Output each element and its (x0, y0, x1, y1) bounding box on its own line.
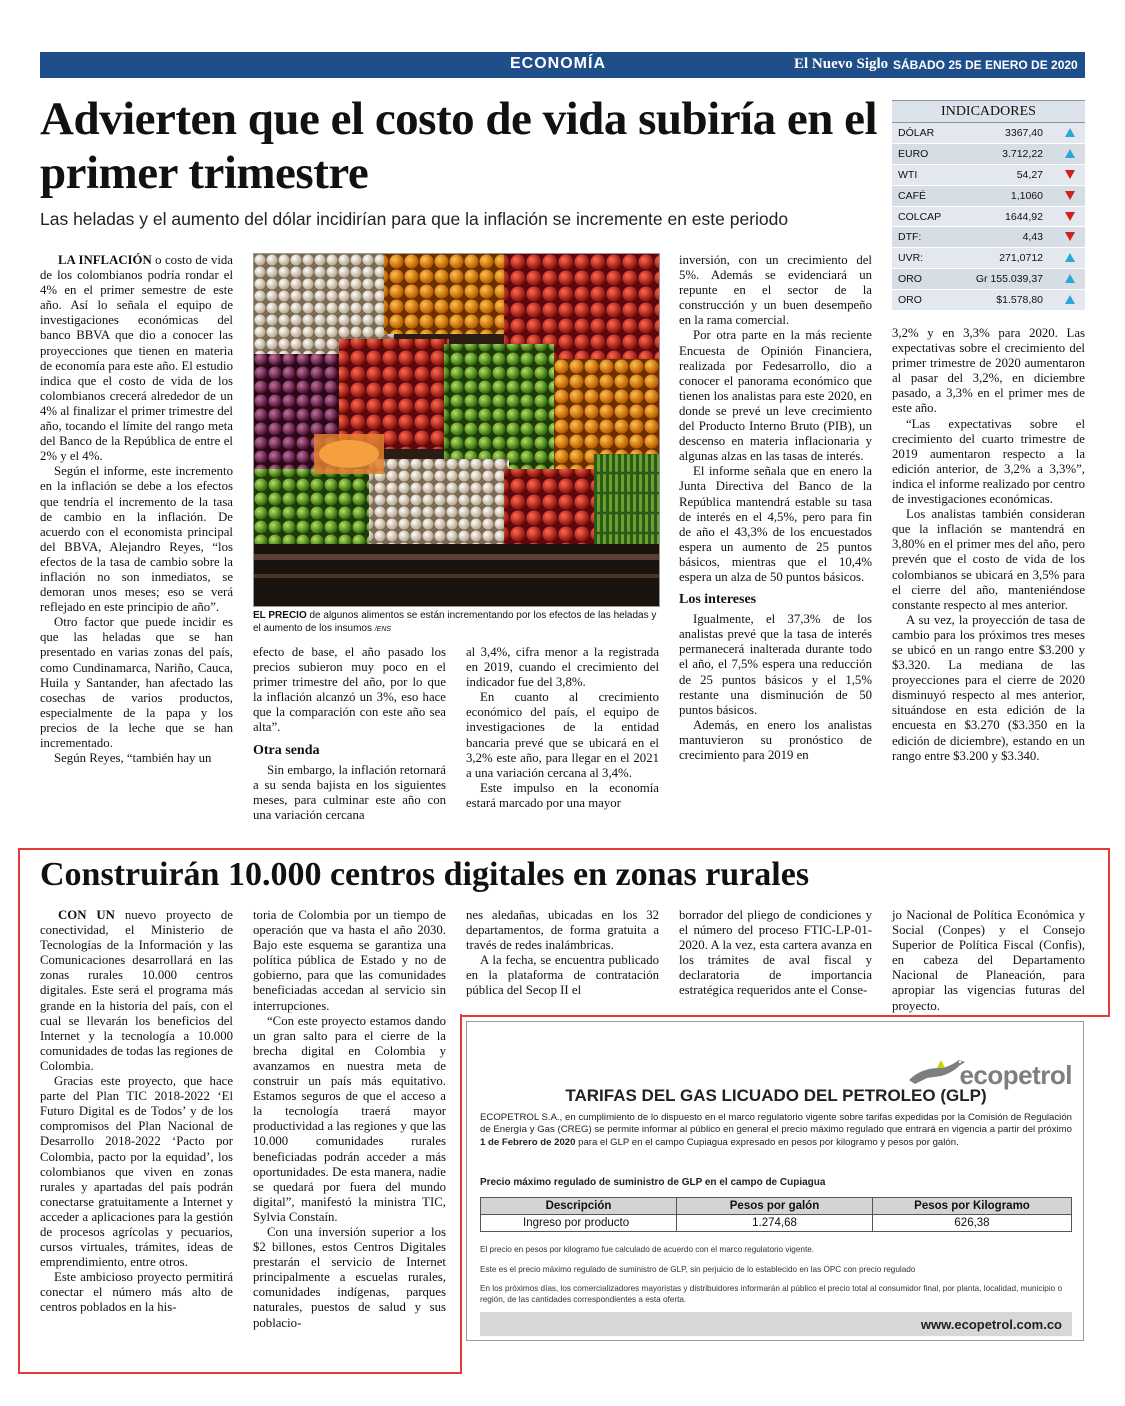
indicator-row (892, 290, 1085, 311)
page-number: 3B (1092, 53, 1116, 73)
main-subheadline: Las heladas y el aumento del dólar incidirían para que la inflación se incremente en este periodo (40, 209, 789, 229)
paragraph: “Las expectativas sobre el crecimiento del cuarto trimestre de 2019 aumentaron respecto a la edición anterior, de 3,2% a 3,3%”, indica el informe realizado por centro de investigaciones económicas. (892, 416, 1085, 507)
paragraph: Según el informe, este incremento en la inflación se debe a los efectos que tendría el incremento de la tasa de cambio en la inflación. De acuerdo con el economista principal del BBVA, Alejandro Reyes, “los efectos de la tasa de cambio sobre la inflación no son inmediatos, se demoran unos meses; eso se verá reflejado en este principio de año”. (40, 464, 233, 615)
trend-down-icon (1065, 191, 1075, 200)
indicator-name: WTI (898, 168, 918, 181)
ad-table-title: Precio máximo regulado de suministro de GLP en el campo de Cupiagua (480, 1177, 826, 1188)
lead-in: CON UN (58, 908, 115, 922)
paragraph: nes aledañas, ubicadas en los 32 departamentos, de forma gratuita a través de redes inalámbricas. (466, 908, 659, 953)
market-produce-image (254, 254, 660, 607)
column-header: Pesos por Kilogramo (873, 1198, 1072, 1215)
photo-credit: /ENS (374, 626, 392, 633)
indicator-name: ORO (898, 273, 922, 286)
paragraph: efecto de base, el año pasado los precios subieron muy poco en el primer trimestre del año, por lo que la inflación alcanzó un 3%, eso hace que la comparación con este año sea alta”. (253, 645, 446, 735)
trend-up-icon (1065, 295, 1075, 304)
ad-note: El precio en pesos por kilogramo fue calculado de acuerdo con el marco regulatorio vigente. (480, 1245, 815, 1254)
table-cell: Ingreso por producto (481, 1215, 677, 1232)
ad-body-text: ECOPETROL S.A., en cumplimiento de lo dispuesto en el marco regulatorio vigente sobre tarifas expedidas por la Comisión de Regulación de Energía y Gas (CREG) se permite informar al público en general el precio máximo regulado que entrará en vigencia a partir del próximo (480, 1112, 1072, 1136)
newspaper-name: El Nuevo Siglo (794, 56, 889, 72)
ad-body-date: 1 de Febrero de 2020 (480, 1136, 576, 1148)
story2-column-4 (679, 908, 872, 999)
indicator-value: 54,27 (1016, 168, 1043, 181)
paragraph: 3,2% y en 3,3% para 2020. Las expectativas sobre el crecimiento del primer trimestre de 2020 aumentaron al pasar del 3,2%, en diciembre pasado, a 3,3% en el primer mes de este año. (892, 326, 1085, 416)
indicator-value: 271,0712 (999, 252, 1043, 265)
story1-column-3 (466, 645, 659, 811)
table-row (481, 1215, 1072, 1232)
trend-down-icon (1065, 212, 1075, 221)
paragraph: Este impulso en la economía estará marcado por una mayor (466, 780, 659, 810)
indicators-box (892, 100, 1085, 311)
story2-column-2 (253, 908, 446, 1331)
indicator-row (892, 165, 1085, 186)
ad-title: TARIFAS DEL GAS LICUADO DEL PETROLEO (GLP) (565, 1086, 987, 1105)
paragraph: En cuanto al crecimiento económico del país, el equipo de investigaciones de la entidad bancaria prevé que se ubicará en el 3,2% este año, para llegar en el 2021 a una variación cercana al 3,4%. (466, 690, 659, 780)
ad-body-text: para el GLP en el campo Cupiagua expresado en pesos por kilogramo y pesos por galón. (575, 1136, 959, 1148)
trend-up-icon (1065, 253, 1075, 262)
paragraph: toria de Colombia por un tiempo de operación que va hasta el año 2030. Bajo este esquema se garantiza una política pública de Estado y no de gobierno, para que las comunidades beneficiadas accedan al servicio sin interrupciones. (253, 908, 446, 1013)
indicator-value: $1.578,80 (996, 294, 1043, 307)
indicator-name: DTF: (898, 231, 922, 244)
ad-note: Este es el precio máximo regulado de suministro de GLP, sin perjuicio de lo establecido en las OPC con precio regulado (480, 1265, 916, 1274)
trend-up-icon (1065, 149, 1075, 158)
indicator-value: 3.712,22 (1002, 147, 1043, 160)
indicator-value: 1644,92 (1005, 210, 1043, 223)
story2-column-1 (40, 908, 233, 1316)
paragraph: “Con este proyecto estamos dando un gran salto para el cierre de la brecha digital en Colombia y avanzamos en nuestra meta de construir un país más equitativo. Estamos seguros de que el acceso a la tecnología traerá mayor productividad a las regiones y que las 10.000 comunidades rurales beneficiadas podrán acceder a más oportunidades. De esta manera, nadie se quedará por fuera del mundo digital”, manifestó la ministra TIC, Sylvia Constaín. (253, 1013, 446, 1224)
story1-column-4 (679, 253, 872, 763)
indicator-name: DÓLAR (898, 127, 935, 139)
photo-caption (253, 609, 660, 636)
paragraph: Además, en enero los analistas mantuvieron su pronóstico de crecimiento para 2019 en (679, 717, 872, 762)
paragraph: nuevo proyecto de conectividad, el Ministerio de Tecnologías de la Información y las Comunicaciones desarrollará en las zonas rurales 10.000 centros digitales. Este será el programa más grande en la historia del país, con el cual se llevarán los beneficios del Internet y la tecnología a 10.000 comunidades de todas las regiones de Colombia. (40, 908, 233, 1073)
trend-down-icon (1065, 232, 1075, 241)
section-subhead: Los intereses (679, 592, 757, 608)
indicator-value: 1,1060 (1010, 189, 1043, 202)
indicator-row (892, 186, 1085, 207)
indicator-row (892, 144, 1085, 165)
caption-lead: EL PRECIO (253, 610, 307, 621)
table-cell: 1.274,68 (677, 1215, 873, 1232)
paragraph: Otro factor que puede incidir es que las heladas que se han presentado en varias zonas del país, como Cundinamarca, Nariño, Cauca, Huila y Santander, han afectado las cosechas de varios productos, especialmente de la papa y los precios de la leche que se han incrementado. (40, 615, 233, 750)
paragraph: Los analistas también consideran que la inflación se mantendrá en 3,80% en el primer mes del año, pero prevén que el costo de vida de los colombianos se ubicará en 3,5% para el cierre del año, manteniéndose constante respecto al mes anterior. (892, 507, 1085, 612)
story1-column-1 (40, 253, 233, 766)
paragraph: Con una inversión superior a los $2 billones, estos Centros Digitales prestarán el servicio de Internet principalmente a escuelas rurales, comunidades indígenas, parques naturales, puestos de salud y sus poblacio- (253, 1224, 446, 1330)
column-header: Pesos por galón (677, 1198, 873, 1215)
price-table (480, 1197, 1072, 1232)
trend-down-icon (1065, 170, 1075, 179)
paragraph: jo Nacional de Política Económica y Social (Conpes) y el Consejo Superior de Política Fiscal (Confis), en cabeza del Departamento Nacional de Planeación, para apropiar las vigencias futuras del proyecto. (892, 908, 1085, 1013)
section-header-bar (40, 52, 1116, 78)
section-subhead: Otra senda (253, 742, 320, 758)
indicator-row (892, 207, 1085, 228)
caption-text: de algunos alimentos se están incrementando por los efectos de las heladas y el aumento de los insumos (253, 610, 657, 634)
indicator-name: UVR: (898, 252, 924, 265)
trend-up-icon (1065, 128, 1075, 137)
paragraph: El informe señala que en enero la Junta Directiva del Banco de la República mantendrá estable su tasa de interés en el 4,5%, pero para fin de año el 43,3% de los encuestados espera un aumento de 25 puntos básicos, mientras que el 10,4% espera un alza de 50 puntos básicos. (679, 464, 872, 584)
paragraph: Por otra parte en la más reciente Encuesta de Opinión Financiera, realizada por Fedesarrollo, dio a conocer el panorama económico que tienen los analistas para este 2020, en donde se prevé un leve crecimiento del Producto Interno Bruto (PIB), un descenso en materia inflacionaria y algunas alzas en las tasas de interés. (679, 328, 872, 464)
ad-body (480, 1112, 1072, 1149)
paragraph: o costo de vida de los colombianos podría rondar el 4% en el primer semestre de este año. Así lo señala el equipo de investigaciones económicas del banco BBVA que dio a conocer las proyecciones que tienen en materia de economía para este año. El estudio indica que el costo de vida de los colombianos crecerá alrededor de un 4% al finalizar el primer trimestre del año, tocando el límite del rango meta del Banco de la República de entre el 2% y el 4%. (40, 253, 233, 464)
story2-headline: Construirán 10.000 centros digitales en zonas rurales (40, 856, 810, 893)
main-headline: Advierten que el costo de vida subiría en el primer trimestre (40, 93, 878, 199)
lead-in: LA INFLACIÓN (58, 253, 152, 267)
indicators-title: INDICADORES (892, 101, 1085, 123)
ad-website-link[interactable]: www.ecopetrol.com.co (920, 1317, 1062, 1332)
indicator-name: COLCAP (898, 210, 942, 223)
indicator-value: 4,43 (1022, 231, 1043, 244)
paragraph: Según Reyes, “también hay un (54, 751, 212, 766)
indicator-row (892, 248, 1085, 269)
table-header-row (481, 1198, 1072, 1215)
paragraph: borrador del pliego de condiciones y el número del proceso FTIC-LP-01-2020. A la vez, esta cartera avanza en los trámites de aval fiscal y declaratoria de importancia estratégica requeridos ante el Conse- (679, 908, 872, 998)
indicator-name: CAFÉ (898, 189, 927, 202)
issue-date: SÁBADO 25 DE ENERO DE 2020 (893, 58, 1078, 72)
indicators-list (892, 123, 1085, 311)
indicator-row (892, 269, 1085, 290)
market-produce-photo (253, 253, 660, 607)
ad-footer-bar (480, 1312, 1072, 1336)
indicator-name: EURO (898, 147, 929, 160)
ad-note: En los próximos días, los comercializadores mayoristas y distribuidores informarán al público el precio total al consumidor final, por planta, localidad, municipio o región, de las cantidades correspondientes a esta oferta. (480, 1284, 1063, 1304)
paragraph: Este ambicioso proyecto permitirá conectar el número más alto de centros poblados en la his- (40, 1270, 233, 1315)
indicator-value: 3367,40 (1005, 127, 1043, 139)
indicator-value: Gr 155.039,37 (975, 273, 1043, 286)
paragraph: inversión, con un crecimiento del 5%. Además se evidenciará un repunte en el sector de la construcción y un buen desempeño en la rama comercial. (679, 253, 872, 328)
story1-column-2 (253, 645, 446, 823)
story1-column-5 (892, 326, 1085, 764)
indicator-name: ORO (898, 294, 922, 307)
paragraph: A su vez, la proyección de tasa de cambio para los próximos tres meses se ubicó en un rango entre $3.200 y $3.320. La mediana de las proyecciones para el cierre de 2020 disminuyó respecto al mes anterior, situándose en esta edición de la encuesta en $3.270 ($3.350 en la edición de diciembre), estando en un rango entre $3.200 y $3.340. (892, 612, 1085, 763)
ecopetrol-advertisement (466, 1021, 1084, 1341)
paragraph: al 3,4%, cifra menor a la registrada en 2019, cuando el crecimiento del indicador fue del 3,8%. (466, 645, 659, 690)
paragraph: A la fecha, se encuentra publicado en la plataforma de contratación pública del Secop II el (466, 953, 659, 998)
table-cell: 626,38 (873, 1215, 1072, 1232)
paragraph: Sin embargo, la inflación retornará a su senda bajista en los siguientes meses, para culminar este año con una variación cercana (253, 762, 446, 822)
logo-text: ecopetrol (959, 1060, 1072, 1090)
indicator-row (892, 227, 1085, 248)
indicator-row (892, 123, 1085, 144)
story2-column-5 (892, 908, 1085, 1014)
column-header: Descripción (481, 1198, 677, 1215)
trend-up-icon (1065, 274, 1075, 283)
section-name: ECONOMÍA (510, 55, 606, 72)
paragraph: Igualmente, el 37,3% de los analistas prevé que la tasa de interés permanecerá inalterada durante todo el año, el 7,5% espera una reducción de 25 puntos básicos y el 1,5% restante una disminución de 50 puntos básicos. (679, 612, 872, 717)
story2-column-3 (466, 908, 659, 999)
paragraph: Gracias este proyecto, que hace parte del Plan TIC 2018-2022 ‘El Futuro Digital es de Todos’ y de los compromisos del Plan Nacional de Desarrollo 2018-2022 ‘Pacto por Colombia, pacto por la equidad’, los colombianos que viven en zonas rurales y apartadas del país podrán conectarse gratuitamente a Internet y acceder a aplicaciones para la gestión de procesos agrícolas y pecuarios, cursos virtuales, trámites, ideas de emprendimiento, entre otros. (40, 1074, 233, 1270)
iguana-icon (907, 1054, 967, 1088)
